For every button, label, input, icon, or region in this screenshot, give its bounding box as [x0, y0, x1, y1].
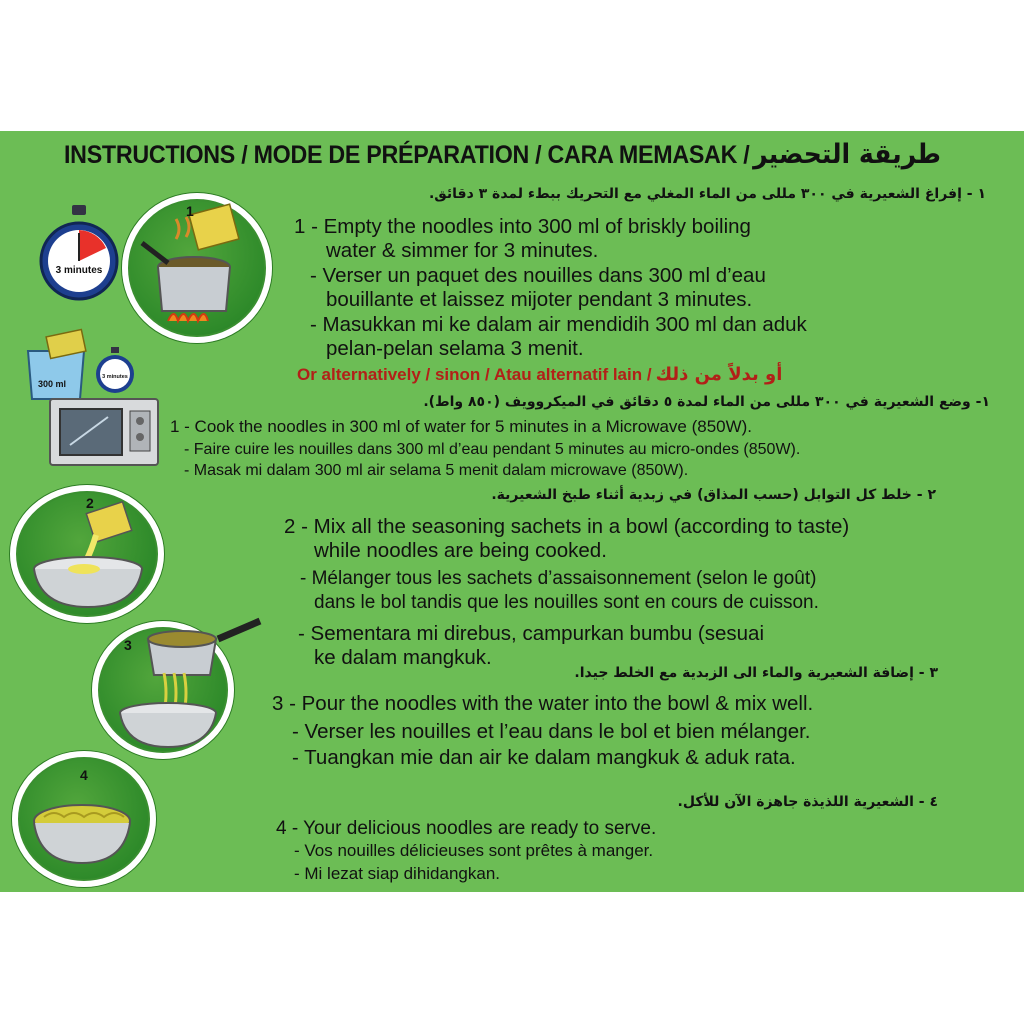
step1-ms-line1: - Masukkan mi ke dalam air mendidih 300 ml dan aduk — [310, 313, 807, 336]
step3-en: 3 - Pour the noodles with the water into the bowl & mix well. — [272, 692, 814, 715]
cup-label: 300 ml — [37, 379, 67, 389]
step1-en-line1: 1 - Empty the noodles into 300 ml of briskly boiling — [294, 215, 751, 238]
step1-illustration — [122, 193, 272, 343]
small-stopwatch-icon — [94, 347, 136, 395]
title-arabic: طريقة التحضير — [753, 139, 941, 170]
step2-arabic: ٢ - خلط كل التوابل (حسب المذاق) في زبدية أثناء طبخ الشعيرية. — [491, 487, 936, 503]
step1-en-line2: water & simmer for 3 minutes. — [326, 239, 599, 262]
step3-fr: - Verser les nouilles et l’eau dans le bol et bien mélanger. — [292, 720, 811, 743]
measuring-cup-icon — [22, 331, 94, 403]
pot-on-fire-icon — [128, 199, 266, 337]
step1-number: 1 — [186, 203, 194, 219]
small-stopwatch-label: 3 minutes — [102, 374, 128, 380]
step4-ms: - Mi lezat siap dihidangkan. — [294, 864, 501, 883]
microwave-ms: - Masak mi dalam 300 ml air selama 5 menit dalam microwave (850W). — [184, 462, 689, 479]
alternative-label: Or alternatively / sinon / Atau alternatif lain / — [297, 365, 652, 384]
step4-illustration — [12, 751, 156, 887]
microwave-fr: - Faire cuire les nouilles dans 300 ml d’eau pendant 5 minutes au micro-ondes (850W). — [184, 441, 801, 458]
stopwatch-label: 3 minutes — [55, 265, 103, 276]
page-title — [64, 139, 941, 170]
stopwatch-icon — [38, 203, 120, 303]
step4-arabic: ٤ - الشعيرية اللذيذة جاهزة الآن للأكل. — [677, 794, 938, 810]
step2-en-line1: 2 - Mix all the seasoning sachets in a bowl (according to taste) — [284, 515, 850, 538]
step1-fr-line1: - Verser un paquet des nouilles dans 300 ml d’eau — [310, 264, 766, 287]
microwave-icon — [48, 397, 160, 469]
alternative-label-arabic: أو بدلاً من ذلك — [655, 364, 783, 385]
step3-number: 3 — [124, 637, 132, 653]
step1-fr-line2: bouillante et laissez mijoter pendant 3 minutes. — [326, 288, 753, 311]
step4-fr: - Vos nouilles délicieuses sont prêtes à manger. — [294, 841, 654, 860]
step2-illustration — [10, 485, 164, 623]
step4-number: 4 — [80, 767, 88, 783]
step3-arabic: ٣ - إضافة الشعيرية والماء الى الزبدية مع الخلط جيدا. — [574, 665, 938, 681]
instructions-panel — [0, 131, 1024, 892]
step2-fr-line1: - Mélanger tous les sachets d’assaisonnement (selon le goût) — [300, 568, 817, 589]
microwave-arabic: ١- وضع الشعيرية في ٣٠٠ مللى من الماء لمدة ٥ دقائق في الميكروويف (٨٥٠ واط). — [423, 394, 990, 410]
step2-number: 2 — [86, 495, 94, 511]
step3-illustration — [92, 621, 234, 759]
step3-ms: - Tuangkan mie dan air ke dalam mangkuk & aduk rata. — [292, 746, 796, 769]
step1-ms-line2: pelan-pelan selama 3 menit. — [326, 337, 584, 360]
alternative-heading — [297, 364, 782, 385]
step2-ms-line2: ke dalam mangkuk. — [314, 646, 492, 669]
step1-arabic: ١ - إفراغ الشعيرية في ٣٠٠ مللى من الماء المغلي مع التحريك ببطء لمدة ٣ دقائق. — [428, 186, 986, 202]
pour-noodles-icon — [98, 613, 268, 753]
title-text: INSTRUCTIONS / MODE DE PRÉPARATION / CARA MEMASAK / — [64, 141, 750, 169]
step2-en-line2: while noodles are being cooked. — [314, 539, 607, 562]
step4-en: 4 - Your delicious noodles are ready to serve. — [276, 818, 657, 839]
microwave-en: 1 - Cook the noodles in 300 ml of water for 5 minutes in a Microwave (850W). — [170, 417, 753, 436]
step2-ms-line1: - Sementara mi direbus, campurkan bumbu (sesuai — [298, 622, 765, 645]
step2-fr-line2: dans le bol tandis que les nouilles sont en cours de cuisson. — [314, 592, 819, 613]
